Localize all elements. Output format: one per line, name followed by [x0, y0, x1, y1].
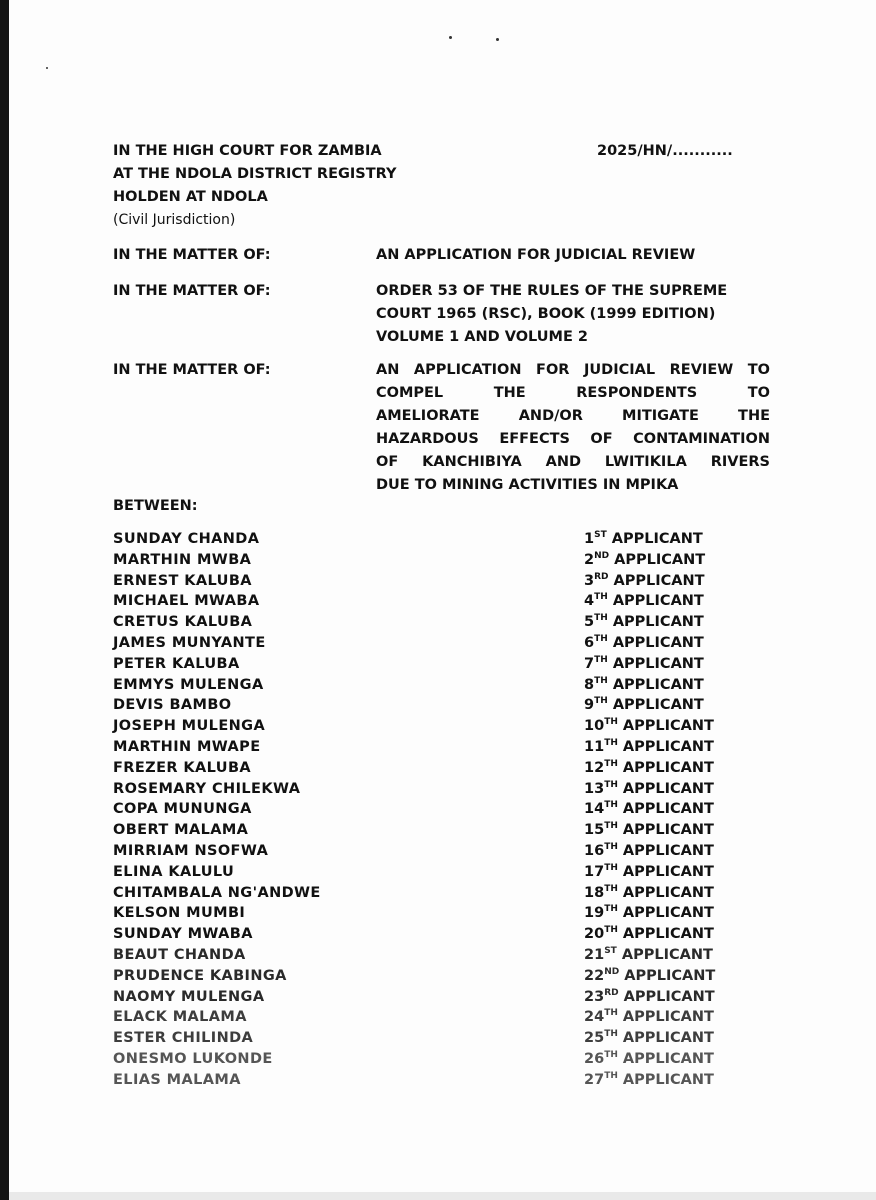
- applicant-designation: [584, 716, 714, 737]
- court-registry: AT THE NDOLA DISTRICT REGISTRY: [113, 166, 397, 182]
- applicant-row: [113, 966, 753, 987]
- applicant-number: 4: [584, 593, 595, 610]
- applicant-row: [113, 633, 753, 654]
- matter-label: IN THE MATTER OF:: [113, 247, 271, 263]
- applicant-name: ROSEMARY CHILEKWA: [113, 780, 301, 797]
- applicant-name: MICHAEL MWABA: [113, 593, 260, 610]
- applicant-name: MARTHIN MWAPE: [113, 738, 261, 755]
- applicant-designation: [584, 779, 714, 800]
- ordinal-suffix: TH: [604, 1070, 618, 1081]
- applicant-designation: [584, 654, 704, 675]
- applicant-word: APPLICANT: [619, 967, 716, 984]
- ordinal-suffix: TH: [594, 633, 608, 644]
- applicant-row: [113, 1007, 753, 1028]
- ordinal-suffix: TH: [604, 862, 618, 873]
- court-location: HOLDEN AT NDOLA: [113, 189, 268, 205]
- applicant-word: APPLICANT: [617, 842, 714, 859]
- applicant-designation: [584, 737, 714, 758]
- applicant-number: 18: [584, 884, 605, 901]
- applicant-row: [113, 612, 753, 633]
- applicant-word: APPLICANT: [607, 614, 704, 631]
- applicant-row: [113, 1028, 753, 1049]
- matter-line: DUE TO MINING ACTIVITIES IN MPIKA: [376, 477, 679, 493]
- applicant-word: APPLICANT: [617, 1071, 714, 1088]
- ordinal-suffix: TH: [604, 800, 618, 811]
- applicant-number: 23: [584, 988, 605, 1005]
- applicant-row: [113, 695, 753, 716]
- applicant-row: [113, 820, 753, 841]
- applicant-number: 2: [584, 551, 595, 568]
- matter-line: VOLUME 1 AND VOLUME 2: [376, 329, 589, 345]
- applicant-number: 1: [584, 531, 595, 547]
- applicant-designation: [584, 633, 704, 654]
- applicant-designation: [584, 841, 714, 862]
- applicant-row: [113, 654, 753, 675]
- ordinal-suffix: TH: [604, 904, 618, 915]
- case-number: 2025/HN/...........: [597, 143, 733, 159]
- matter-text: [376, 244, 770, 267]
- ordinal-suffix: TH: [594, 613, 608, 624]
- applicant-number: 27: [584, 1071, 605, 1088]
- applicant-row: [113, 862, 753, 883]
- applicant-word: APPLICANT: [607, 697, 704, 714]
- ordinal-suffix: TH: [594, 592, 608, 603]
- applicant-number: 6: [584, 634, 595, 651]
- applicant-word: APPLICANT: [617, 718, 714, 735]
- between-label: BETWEEN:: [113, 498, 198, 514]
- applicant-designation: [584, 862, 714, 883]
- matter-line: COMPEL THE RESPONDENTS TO: [376, 385, 770, 401]
- applicant-name: SUNDAY CHANDA: [113, 531, 260, 547]
- applicant-row: [113, 924, 753, 945]
- court-name: IN THE HIGH COURT FOR ZAMBIA: [113, 143, 382, 159]
- applicant-row: [113, 799, 753, 820]
- applicant-word: APPLICANT: [607, 676, 704, 693]
- applicant-row: [113, 903, 753, 924]
- applicant-number: 14: [584, 801, 605, 818]
- ordinal-suffix: TH: [594, 675, 608, 686]
- applicant-row: [113, 779, 753, 800]
- applicant-row: [113, 675, 753, 696]
- applicant-name: ONESMO LUKONDE: [113, 1050, 273, 1067]
- ordinal-suffix: TH: [594, 696, 608, 707]
- applicant-word: APPLICANT: [617, 780, 714, 797]
- applicant-word: APPLICANT: [617, 884, 714, 901]
- applicant-word: APPLICANT: [617, 926, 714, 943]
- applicant-row: [113, 529, 753, 550]
- applicant-word: APPLICANT: [617, 863, 714, 880]
- applicant-designation: [584, 799, 714, 820]
- applicant-designation: [584, 883, 714, 904]
- ordinal-suffix: RD: [594, 571, 609, 582]
- applicant-name: OBERT MALAMA: [113, 822, 249, 839]
- ordinal-suffix: ST: [604, 945, 617, 956]
- applicant-name: ELACK MALAMA: [113, 1009, 247, 1026]
- ordinal-suffix: TH: [604, 821, 618, 832]
- applicant-name: NAOMY MULENGA: [113, 988, 265, 1005]
- applicant-designation: [584, 903, 714, 924]
- applicant-name: CHITAMBALA NG'ANDWE: [113, 884, 321, 901]
- applicant-word: APPLICANT: [609, 551, 706, 568]
- matter-line: AMELIORATE AND/OR MITIGATE THE: [376, 408, 770, 424]
- ordinal-suffix: TH: [604, 1008, 618, 1019]
- applicant-row: [113, 550, 753, 571]
- applicant-row: [113, 758, 753, 779]
- applicant-number: 19: [584, 905, 605, 922]
- ordinal-suffix: TH: [604, 717, 618, 728]
- applicant-number: 10: [584, 718, 605, 735]
- applicant-row: [113, 1070, 753, 1091]
- applicant-row: [113, 841, 753, 862]
- applicant-word: APPLICANT: [606, 531, 703, 547]
- applicant-row: [113, 591, 753, 612]
- applicant-word: APPLICANT: [617, 822, 714, 839]
- applicant-number: 13: [584, 780, 605, 797]
- matter-line: OF KANCHIBIYA AND LWITIKILA RIVERS: [376, 454, 770, 470]
- scan-edge: [0, 0, 9, 1200]
- applicant-word: APPLICANT: [617, 738, 714, 755]
- applicant-word: APPLICANT: [617, 759, 714, 776]
- ordinal-suffix: ST: [594, 530, 607, 540]
- scan-speck: [496, 38, 499, 41]
- applicant-number: 17: [584, 863, 605, 880]
- applicant-name: MIRRIAM NSOFWA: [113, 842, 269, 859]
- applicant-name: PRUDENCE KABINGA: [113, 967, 287, 984]
- applicant-row: [113, 716, 753, 737]
- ordinal-suffix: TH: [604, 1029, 618, 1040]
- applicant-word: APPLICANT: [607, 593, 704, 610]
- ordinal-suffix: RD: [604, 987, 619, 998]
- applicant-designation: [584, 1070, 714, 1091]
- applicant-name: JAMES MUNYANTE: [113, 634, 266, 651]
- applicant-designation: [584, 820, 714, 841]
- applicant-number: 12: [584, 759, 605, 776]
- matter-text: [376, 359, 770, 497]
- applicant-word: APPLICANT: [616, 946, 713, 963]
- applicant-number: 9: [584, 697, 595, 714]
- applicant-word: APPLICANT: [618, 988, 715, 1005]
- ordinal-suffix: TH: [604, 883, 618, 894]
- applicant-name: BEAUT CHANDA: [113, 946, 246, 963]
- applicant-row: [113, 1049, 753, 1070]
- applicant-designation: [584, 591, 704, 612]
- scan-speck: [46, 67, 48, 69]
- ordinal-suffix: TH: [594, 654, 608, 665]
- ordinal-suffix: TH: [604, 925, 618, 936]
- applicant-designation: [584, 675, 704, 696]
- court-heading: [113, 140, 397, 232]
- ordinal-suffix: TH: [604, 841, 618, 852]
- applicant-name: EMMYS MULENGA: [113, 676, 264, 693]
- applicant-number: 5: [584, 614, 595, 631]
- applicant-designation: [584, 550, 705, 571]
- applicant-word: APPLICANT: [617, 1050, 714, 1067]
- applicant-designation: [584, 758, 714, 779]
- ordinal-suffix: ND: [594, 550, 610, 561]
- applicant-number: 26: [584, 1050, 605, 1067]
- applicant-designation: [584, 571, 705, 592]
- applicant-designation: [584, 1028, 714, 1049]
- ordinal-suffix: TH: [604, 758, 618, 769]
- applicant-designation: [584, 945, 713, 966]
- applicant-name: CRETUS KALUBA: [113, 614, 253, 631]
- applicant-number: 8: [584, 676, 595, 693]
- applicant-name: SUNDAY MWABA: [113, 926, 253, 943]
- applicant-designation: [584, 1007, 714, 1028]
- applicant-designation: [584, 966, 715, 987]
- matter-line: ORDER 53 OF THE RULES OF THE SUPREME: [376, 283, 728, 299]
- applicant-name: FREZER KALUBA: [113, 759, 252, 776]
- ordinal-suffix: TH: [604, 1049, 618, 1060]
- applicant-word: APPLICANT: [608, 572, 705, 589]
- applicant-number: 24: [584, 1009, 605, 1026]
- applicant-number: 11: [584, 738, 605, 755]
- applicant-number: 16: [584, 842, 605, 859]
- applicant-word: APPLICANT: [617, 801, 714, 818]
- ordinal-suffix: TH: [604, 737, 618, 748]
- applicant-row: [113, 987, 753, 1008]
- matter-line: AN APPLICATION FOR JUDICIAL REVIEW: [376, 247, 696, 263]
- applicant-number: 15: [584, 822, 605, 839]
- applicant-designation: [584, 924, 714, 945]
- applicant-designation: [584, 612, 704, 633]
- applicant-name: JOSEPH MULENGA: [113, 718, 266, 735]
- matter-label: IN THE MATTER OF:: [113, 362, 271, 378]
- applicant-name: COPA MUNUNGA: [113, 801, 252, 818]
- applicant-list: [113, 529, 753, 1091]
- applicant-row: [113, 571, 753, 592]
- court-jurisdiction: (Civil Jurisdiction): [113, 212, 236, 228]
- matter-label: IN THE MATTER OF:: [113, 283, 271, 299]
- applicant-word: APPLICANT: [607, 655, 704, 672]
- applicant-number: 21: [584, 946, 605, 963]
- scan-speck: [449, 36, 452, 39]
- applicant-name: ELINA KALULU: [113, 863, 235, 880]
- applicant-name: ERNEST KALUBA: [113, 572, 252, 589]
- matter-text: [376, 280, 770, 349]
- applicant-word: APPLICANT: [617, 905, 714, 922]
- applicant-number: 7: [584, 655, 595, 672]
- applicant-designation: [584, 529, 703, 550]
- applicant-word: APPLICANT: [617, 1009, 714, 1026]
- applicant-name: DEVIS BAMBO: [113, 697, 232, 714]
- applicant-row: [113, 945, 753, 966]
- applicant-designation: [584, 987, 715, 1008]
- matter-line: AN APPLICATION FOR JUDICIAL REVIEW TO: [376, 362, 770, 378]
- scan-bottom-band: [9, 1192, 876, 1200]
- applicant-designation: [584, 695, 704, 716]
- applicant-designation: [584, 1049, 714, 1070]
- ordinal-suffix: TH: [604, 779, 618, 790]
- applicant-number: 25: [584, 1030, 605, 1047]
- applicant-row: [113, 737, 753, 758]
- matter-line: HAZARDOUS EFFECTS OF CONTAMINATION: [376, 431, 770, 447]
- applicant-word: APPLICANT: [607, 634, 704, 651]
- applicant-number: 22: [584, 967, 605, 984]
- applicant-name: PETER KALUBA: [113, 655, 240, 672]
- matter-line: COURT 1965 (RSC), BOOK (1999 EDITION): [376, 306, 716, 322]
- applicant-name: ELIAS MALAMA: [113, 1071, 241, 1088]
- applicant-number: 3: [584, 572, 595, 589]
- applicant-name: KELSON MUMBI: [113, 905, 246, 922]
- ordinal-suffix: ND: [604, 966, 620, 977]
- applicant-name: ESTER CHILINDA: [113, 1030, 254, 1047]
- applicant-number: 20: [584, 926, 605, 943]
- applicant-word: APPLICANT: [617, 1030, 714, 1047]
- applicant-name: MARTHIN MWBA: [113, 551, 252, 568]
- applicant-row: [113, 883, 753, 904]
